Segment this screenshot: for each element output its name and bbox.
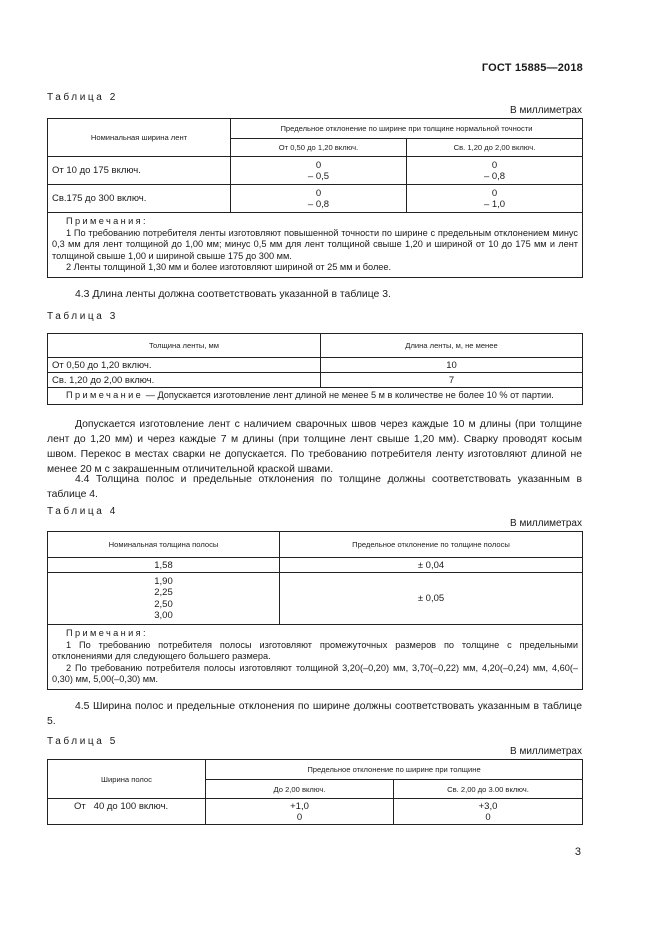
table2-caption: Таблица 2 — [47, 92, 118, 103]
table4-col1-header: Номинальная толщина полосы — [48, 532, 280, 558]
table2 — [47, 118, 583, 278]
table-row — [48, 358, 583, 373]
table5-row1-a1: +1,0 — [290, 800, 309, 812]
table2-row2-label: Св.175 до 300 включ. — [48, 185, 231, 213]
table2-row1-b2: – 0,8 — [483, 170, 506, 182]
paragraph-4-4: 4.4 Толщина полос и предельные отклонения по толщине должны соответствовать указанным в таблице 4. — [47, 474, 582, 500]
table4-note2: 2 По требованию потребителя полосы изготовляют толщиной 3,20(–0,20) мм, 3,70(–0,22) мм, 4,20(–0,24) мм, 4,60(–0,30) мм, 5,00(–0,30) мм. — [52, 662, 578, 685]
table5-row1-label: От 40 до 100 включ. — [48, 799, 206, 825]
table4-row2-value: ± 0,05 — [280, 573, 583, 625]
table2-group-header: Предельное отклонение по ширине при толщине нормальной точности — [231, 119, 583, 139]
table5-unit: В миллиметрах — [510, 746, 582, 757]
table4-row2-label-1: 1,90 — [154, 575, 173, 587]
table2-row2-b1: 0 — [491, 187, 498, 199]
table2-sub1-header: От 0,50 до 1,20 включ. — [231, 139, 407, 157]
table4-row2-label-2: 2,25 — [154, 587, 173, 598]
table4-col2-header: Предельное отклонение по толщине полосы — [280, 532, 583, 558]
table3-row2-label: Св. 1,20 до 2,00 включ. — [48, 373, 321, 388]
table-row — [48, 558, 583, 573]
table5-caption: Таблица 5 — [47, 736, 118, 747]
table5-row1-b1: +3,0 — [478, 800, 498, 812]
table4-notes — [48, 625, 583, 690]
table4-row1-value: ± 0,04 — [280, 558, 583, 573]
table2-note1: 1 По требованию потребителя ленты изготовляют повышенной точности по ширине с предельным отклонением минус 0,3 мм для лент толщиной до 1,00 мм; минус 0,5 мм для лент толщиной свыше 1,20 и шириной от 10 до 175 мм и лент толщиной свыше 1,00 и шириной свыше 175 до 300 мм. — [52, 227, 579, 261]
table3-note-word: Примечание — [66, 390, 144, 400]
table3-col1-header: Толщина ленты, мм — [48, 334, 321, 358]
table2-row2-a1: 0 — [315, 187, 322, 199]
table2-notes — [48, 213, 583, 278]
table5-group-header: Предельное отклонение по ширине при толщине — [206, 760, 583, 780]
table5-sub2-header: Св. 2,00 до 3.00 включ. — [394, 780, 583, 799]
table5-col1-header: Ширина полос — [48, 760, 206, 799]
paragraph-welds: Допускается изготовление лент с наличием сварочных швов через каждые 10 м длины (при толщине лент до 1,20 мм) и через каждые 7 м длины (при толщине лент свыше 1,20 мм). Сварку проводят косым швом. Перекос в местах сварки не допускается. По требованию потребителя ленту изготовляют длиной не менее 20 м с закрашенным отличительной краской швами. — [47, 419, 582, 475]
table3-row1-value: 10 — [321, 358, 583, 373]
table4-row1-label: 1,58 — [48, 558, 280, 573]
table2-col1-header: Номинальная ширина лент — [48, 119, 231, 157]
page-number: 3 — [574, 846, 581, 858]
table3-col2-header: Длина ленты, м, не менее — [321, 334, 583, 358]
table2-row2-a2: – 0,8 — [307, 198, 330, 210]
table2-sub2-header: Св. 1,20 до 2,00 включ. — [407, 139, 583, 157]
table-row — [48, 799, 583, 825]
paragraph-4-5: 4.5 Ширина полос и предельные отклонения по ширине должны соответствовать указанным в таблице 5. — [47, 701, 582, 727]
table3-note — [48, 388, 583, 405]
table5-row1-b2: 0 — [485, 811, 491, 823]
table-row — [48, 157, 583, 185]
table5 — [47, 759, 583, 825]
table2-unit: В миллиметрах — [510, 105, 582, 116]
table2-row1-label: От 10 до 175 включ. — [48, 157, 231, 185]
table2-row1-a2: – 0,5 — [307, 170, 330, 182]
table4-row2-label-3: 2,50 — [154, 598, 173, 610]
table4 — [47, 531, 583, 690]
table3 — [47, 333, 583, 405]
table-row — [48, 573, 583, 625]
table2-note-title: Примечания: — [66, 216, 148, 226]
table-row — [48, 373, 583, 388]
table-row — [48, 185, 583, 213]
table2-row1-a1: 0 — [315, 159, 322, 171]
table4-caption: Таблица 4 — [47, 506, 118, 517]
table4-unit: В миллиметрах — [510, 518, 582, 529]
table3-caption: Таблица 3 — [47, 311, 118, 322]
table5-row1-a2: 0 — [296, 811, 303, 823]
table2-note2: 2 Ленты толщиной 1,30 мм и более изготовляют шириной от 25 мм и более. — [66, 262, 392, 273]
table4-note1: 1 По требованию потребителя полосы изготовляют промежуточных размеров по толщине с предельными отклонениями для следующего большего размера. — [52, 639, 578, 662]
table2-row1-b1: 0 — [491, 159, 498, 171]
paragraph-4-3: 4.3 Длина ленты должна соответствовать указанной в таблице 3. — [75, 289, 391, 300]
table5-sub1-header: До 2,00 включ. — [206, 780, 394, 799]
standard-code: ГОСТ 15885—2018 — [481, 62, 583, 74]
table3-row1-label: От 0,50 до 1,20 включ. — [48, 358, 321, 373]
table4-note-title: Примечания: — [66, 628, 148, 638]
table2-row2-b2: – 1,0 — [483, 198, 506, 210]
table3-note-text: — Допускается изготовление лент длиной не менее 5 м в количестве не более 10 % от партии. — [143, 390, 554, 400]
table4-row2-label-4: 3,00 — [154, 610, 173, 621]
table3-row2-value: 7 — [321, 373, 583, 388]
